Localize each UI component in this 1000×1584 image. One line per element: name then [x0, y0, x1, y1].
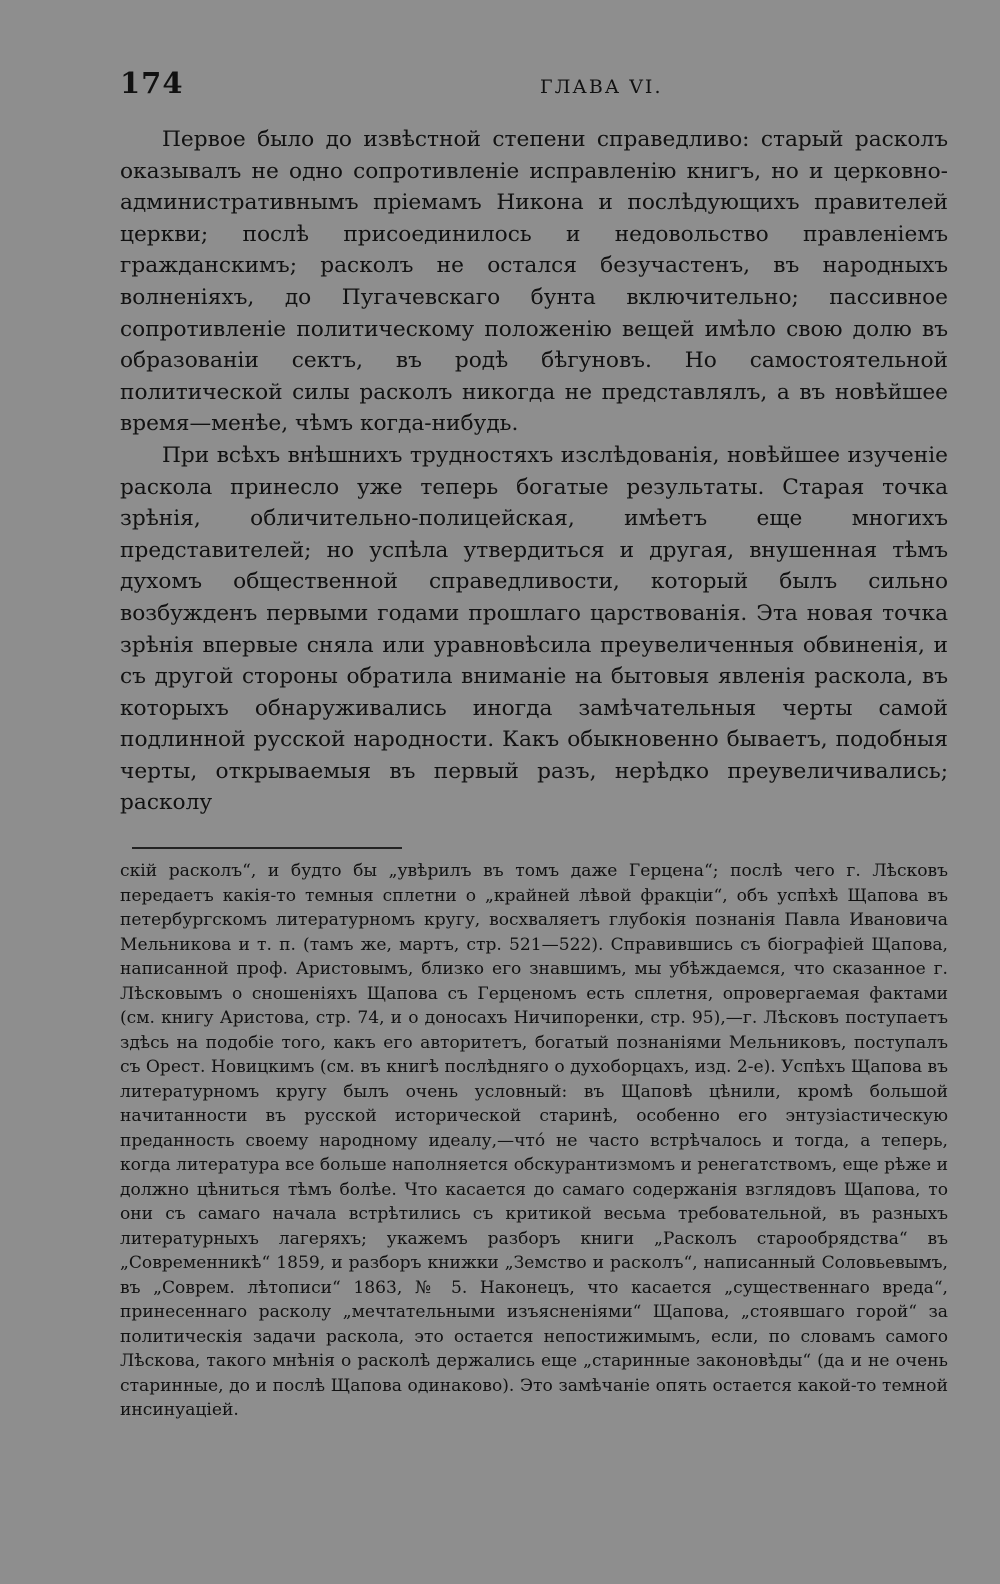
footnote-text: скій расколъ“, и будто бы „увѣрилъ въ томъ даже Герцена“; послѣ чего г. Лѣсковъ передаетъ какія-то темныя сплетни о „крайней лѣвой фракціи“, объ успѣхѣ Щапова въ петербургскомъ литературномъ кругу, восхваляетъ глубокія познанія Павла Ивановича Мельникова и т. п. (тамъ же, мартъ, стр. 521—522). Справившись съ біографіей Щапова, написанной проф. Аристовымъ, близко его знавшимъ, мы убѣждаемся, что сказанное г. Лѣсковымъ о сношеніяхъ Щапова съ Герценомъ есть сплетня, опровергаемая фактами (см. книгу Аристова, стр. 74, и о доносахъ Ничипоренки, стр. 95),—г. Лѣсковъ поступаетъ здѣсь на подобіе того, какъ его авторитетъ, богатый познаніями Мельниковъ, поступалъ съ Орест. Новицкимъ (см. въ книгѣ послѣдняго о духоборцахъ, изд. 2-е). Успѣхъ Щапова въ литературномъ кругу былъ очень условный: въ Щаповѣ цѣнили, кромѣ большой начитанности въ русской исторической старинѣ, особенно его энтузіастическую преданность своему народному идеалу,—что́ не часто встрѣчалось и тогда, а теперь, когда литература все больше наполняется обскурантизмомъ и ренегатствомъ, еще рѣже и должно цѣниться тѣмъ болѣе. Что касается до самаго содержанія взглядовъ Щапова, то они съ самаго начала встрѣтились съ критикой весьма требовательной, въ разныхъ литературныхъ лагеряхъ; укажемъ разборъ книги „Расколъ старообрядства“ въ „Современникѣ“ 1859, и разборъ книжки „Земство и расколъ“, написанный Соловьевымъ, въ „Соврем. лѣтописи“ 1863, № 5. Наконецъ, что касается „существеннаго вреда“, принесеннаго расколу „мечтательными изъясненіями“ Щапова, „стоявшаго горой“ за политическія задачи раскола, это остается непостижимымъ, если, по словамъ самого Лѣскова, такого мнѣнія о расколѣ держались еще „старинные законовѣды“ (да и не очень старинные, до и послѣ Щапова одинаково). Это замѣчаніе опять остается какой-то темной инсинуаціей. — [120, 861, 948, 1421]
running-head: ГЛАВА VI. — [540, 76, 663, 98]
page-header — [120, 66, 948, 110]
paragraph: Первое было до извѣстной степени справедливо: старый расколъ оказывалъ не одно сопротивленіе исправленію книгъ, но и церковно-административнымъ пріемамъ Никона и послѣдующихъ правителей церкви; послѣ присоединилось и недовольство правленіемъ гражданскимъ; расколъ не остался безучастенъ, въ народныхъ волненіяхъ, до Пугачевскаго бунта включительно; пассивное сопротивленіе политическому положенію вещей имѣло свою долю въ образованіи сектъ, въ родѣ бѣгуновъ. Но самостоятельной политической силы расколъ никогда не представлялъ, а въ новѣйшее время—менѣе, чѣмъ когда-нибудь. — [120, 127, 948, 437]
footnote-rule — [132, 847, 402, 849]
page-number: 174 — [120, 66, 184, 100]
paragraph: При всѣхъ внѣшнихъ трудностяхъ изслѣдованія, новѣйшее изученіе раскола принесло уже теперь богатые результаты. Старая точка зрѣнія, обличительно-полицейская, имѣетъ еще многихъ представителей; но успѣла утвердиться и другая, внушенная тѣмъ духомъ общественной справедливости, который былъ сильно возбужденъ первыми годами прошлаго царствованія. Эта новая точка зрѣнія впервые сняла или уравновѣсила преувеличенныя обвиненія, и съ другой стороны обратила вниманіе на бытовыя явленія раскола, въ которыхъ обнаруживались иногда замѣчательныя черты самой подлинной русской народности. Какъ обыкновенно бываетъ, подобныя черты, открываемыя въ первый разъ, нерѣдко преувеличивались; расколу — [120, 442, 948, 816]
footnote — [120, 859, 948, 1423]
main-text — [120, 124, 948, 819]
